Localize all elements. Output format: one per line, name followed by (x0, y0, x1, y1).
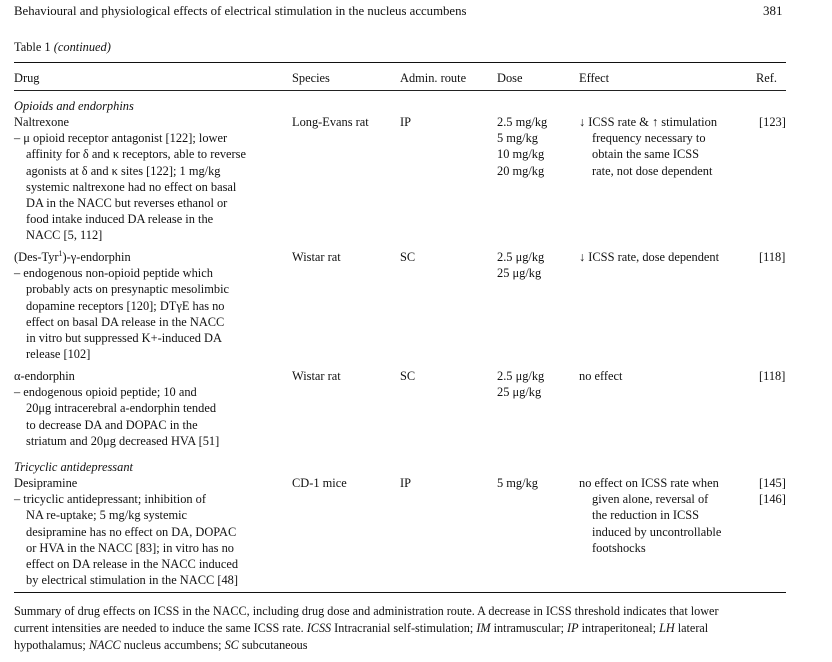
column-header-ref: Ref. (756, 71, 777, 85)
drug-description-cont: 20μg intracerebral a-endorphin tended to decrease DA and DOPAC in the striatum and 20μg decreased HVA [51] (26, 401, 220, 448)
dose-cell: 5 mg/kg (497, 476, 538, 490)
species-cell: Wistar rat (292, 250, 341, 264)
ref-cell: [123] (759, 115, 786, 129)
ref-cell: [145] [146] (759, 476, 786, 507)
section-title-tricyclic: Tricyclic antidepressant (14, 460, 133, 474)
ref-cell: [118] (759, 369, 786, 383)
dose-cell: 2.5 mg/kg 5 mg/kg 10 mg/kg 20 mg/kg (497, 115, 548, 178)
column-header-effect: Effect (579, 71, 610, 85)
drug-description-cont: affinity for δ and κ receptors, able to reverse agonists at δ and κ sites [122]; 1 mg/kg systemic naltrexone had no effect on basal DA in the NACC but reverses ethanol or food intake induced DA release in the NACC [5, 112] (26, 147, 246, 243)
column-header-route: Admin. route (400, 71, 467, 85)
drug-name: α-endorphin (14, 369, 75, 383)
table-row-naltrexone-drug (14, 114, 284, 244)
route-cell: IP (400, 115, 412, 129)
table-header-rule (14, 90, 786, 91)
dose-cell: 2.5 μg/kg 25 μg/kg (497, 369, 545, 400)
column-header-species: Species (292, 71, 330, 85)
column-header-drug: Drug (14, 71, 40, 85)
drug-description: – μ opioid receptor antagonist [122]; lower (14, 131, 228, 146)
species-cell: Long-Evans rat (292, 115, 369, 129)
table-label (14, 39, 111, 55)
table-row-alpha-endorphin-drug (14, 368, 284, 449)
drug-description: – endogenous non-opioid peptide which (14, 266, 213, 281)
table-bottom-rule (14, 592, 786, 593)
column-header-dose: Dose (497, 71, 523, 85)
drug-description: – endogenous opioid peptide; 10 and (14, 385, 197, 400)
section-title-opioids: Opioids and endorphins (14, 99, 134, 113)
dose-cell: 2.5 μg/kg 25 μg/kg (497, 250, 545, 281)
effect-cell: no effect (579, 369, 623, 383)
effect-cell: ↓ ICSS rate, dose dependent (579, 250, 720, 264)
drug-description-cont: probably acts on presynaptic mesolimbic dopamine receptors [120]; DTγE has no effect on basal DA release in the NACC in vitro but suppressed K+-induced DA release [102] (26, 282, 230, 362)
table-row-des-tyr-drug (14, 249, 284, 362)
route-cell: SC (400, 369, 416, 383)
ref-cell: [118] (759, 250, 786, 264)
effect-cell: no effect on ICSS rate when given alone, reversal of the reduction in ICSS induced by uncontrollable footshocks (579, 476, 722, 555)
table-label-suffix: (continued) (53, 40, 111, 54)
species-cell: Wistar rat (292, 369, 341, 383)
species-cell: CD-1 mice (292, 476, 347, 490)
drug-name: (Des-Tyr$^1$)-γ-endorphin (14, 248, 131, 264)
drug-description-cont: NA re-uptake; 5 mg/kg systemic desipramine has no effect on DA, DOPAC or HVA in the NACC [83]; in vitro has no effect on DA release in the NACC induced by electrical stimulation in the NACC [48] (26, 508, 239, 588)
drug-name: Desipramine (14, 476, 78, 490)
table-top-rule (14, 62, 786, 63)
drug-description: – tricyclic antidepressant; inhibition of (14, 492, 207, 507)
table-caption: Summary of drug effects on ICSS in the NACC, including drug dose and administration route. A decrease in ICSS threshold indicates that lower current intensities are needed to induce the same ICSS rate. ICSS Intracranial self-stimulation; IM intramuscular; IP intraperitoneal; LH lateral hypothalamus; NACC nucleus accumbens; SC subcutaneous (14, 604, 719, 652)
route-cell: IP (400, 476, 412, 490)
running-title: Behavioural and physiological effects of electrical stimulation in the nucleus accumbens (14, 4, 467, 18)
table-label-prefix: Table 1 (14, 40, 51, 54)
table-row-desipramine-drug (14, 475, 284, 588)
effect-cell: ↓ ICSS rate & ↑ stimulation frequency necessary to obtain the same ICSS rate, not dose dependent (579, 115, 718, 178)
drug-name: Naltrexone (14, 115, 70, 129)
route-cell: SC (400, 250, 416, 264)
page-number: 381 (763, 3, 783, 18)
